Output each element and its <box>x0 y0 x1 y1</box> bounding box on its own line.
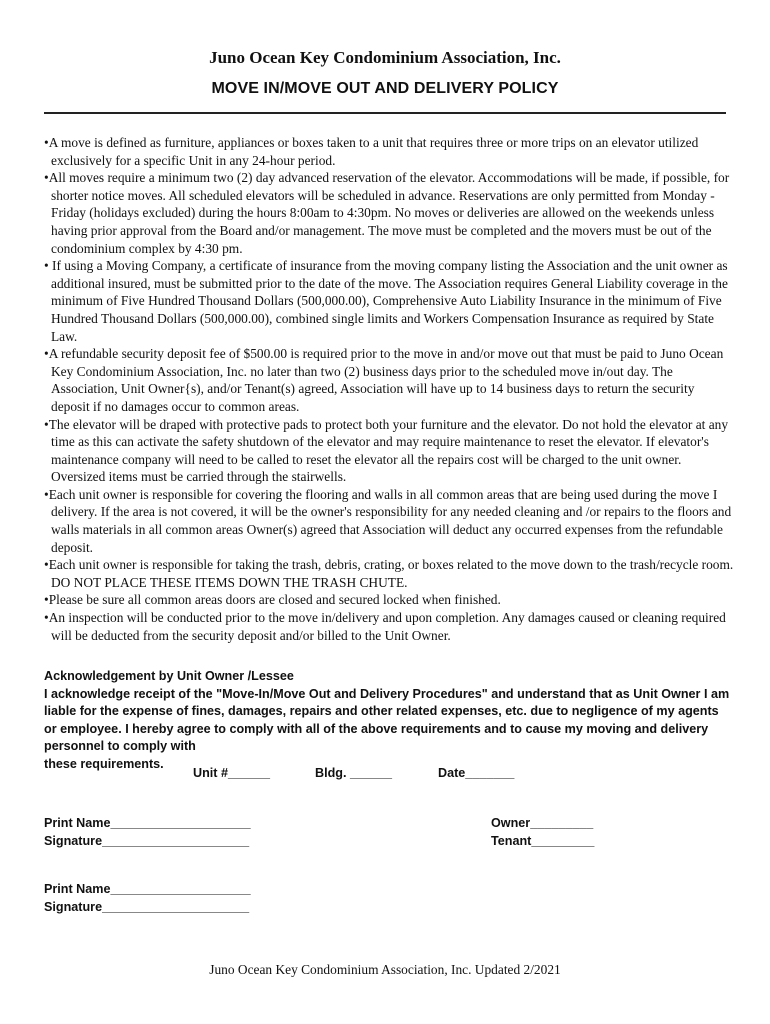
policy-bullet-list <box>44 134 734 644</box>
policy-bullet-security-deposit: •A refundable security deposit fee of $500.00 is required prior to the move in and/or move out that must be paid to Juno Ocean Key Condominium Association, Inc. no later than two (2) business days prior to the scheduled move in/out day. The Association, Unit Owner{s), and/or Tenant(s) agreed, Association will have up to 14 business days to return the security deposit if no damages occur to common areas. <box>44 346 724 414</box>
acknowledgement-text: I acknowledge receipt of the "Move-In/Move Out and Delivery Procedures" and understand that as Unit Owner I am liable for the expense of fines, damages, repairs and other related expenses, etc. due to negligence of my agents or employee. I hereby agree to comply with all of the above requirements and to cause my moving and delivery personnel to comply with <box>44 686 730 754</box>
tenant-field[interactable]: Tenant_________ <box>491 833 595 848</box>
policy-bullet-doors: •Please be sure all common areas doors are closed and secured locked when finished. <box>44 592 501 608</box>
print-name-field-1[interactable]: Print Name____________________ <box>44 816 251 830</box>
role-block <box>491 815 594 850</box>
signature-block-1 <box>44 815 251 850</box>
title-divider <box>44 112 726 114</box>
unit-fields-row <box>0 766 770 786</box>
policy-bullet-inspection: •An inspection will be conducted prior to the move in/delivery and upon completion. Any damages caused or cleaning required will be deducted from the security deposit and/or billed to the Unit Owner. <box>44 610 726 643</box>
owner-field[interactable]: Owner_________ <box>491 816 594 830</box>
acknowledgement-section <box>44 668 734 774</box>
policy-bullet-move-definition: •A move is defined as furniture, appliances or boxes taken to a unit that requires three or more trips on an elevator utilized exclusively for a specific Unit in any 24-hour period. <box>44 135 699 168</box>
date-field[interactable]: Date_______ <box>438 766 515 780</box>
acknowledgement-text-end: these requirements. <box>44 756 164 771</box>
policy-bullet-elevator-pads: •The elevator will be draped with protective pads to protect both your furniture and the elevator. Do not hold the elevator at any time as this can activate the safety shutdown of the elevator and may require maintenance to reset the elevator. If elevator's maintenance company will need to be called to reset the elevator all the repairs cost will be charged to the unit owner. Oversized items must be carried through the stairwells. <box>44 416 729 485</box>
signature-field-1[interactable]: Signature_____________________ <box>44 833 250 848</box>
signature-block-2 <box>44 881 251 916</box>
acknowledgement-heading: Acknowledgement by Unit Owner /Lessee <box>44 669 294 683</box>
building-field[interactable]: Bldg. ______ <box>315 766 393 780</box>
page-footer: Juno Ocean Key Condominium Association, Inc. Updated 2/2021 <box>209 962 561 977</box>
unit-number-field[interactable]: Unit #______ <box>193 766 271 780</box>
policy-bullet-floor-covering: •Each unit owner is responsible for covering the flooring and walls in all common areas that are being used during the move I delivery. If the area is not covered, it will be the owner's responsibility for any needed cleaning and /or repairs to the floors and walls materials in all common areas Owner(s) agreed that Association will deduct any occurred expenses from the refundable deposit. <box>44 486 732 555</box>
organization-title: Juno Ocean Key Condominium Association, Inc. <box>209 48 561 67</box>
policy-title: MOVE IN/MOVE OUT AND DELIVERY POLICY <box>211 80 559 97</box>
policy-bullet-insurance: • If using a Moving Company, a certificate of insurance from the moving company listing the Association and the unit owner as additional insured, must be submitted prior to the date of the move. The Association requires General Liability coverage in the minimum of Five Hundred Thousand Dollars (500,000.00), Comprehensive Auto Liability Insurance in the minimum of Five Hundred Thousand Dollars (500,000.00), combined single limits and Workers Compensation Insurance as required by State Law. <box>44 258 728 344</box>
policy-bullet-trash: •Each unit owner is responsible for taking the trash, debris, crating, or boxes related to the move down to the trash/recycle room. DO NOT PLACE THESE ITEMS DOWN THE TRASH CHUTE. <box>44 557 734 590</box>
signature-field-2[interactable]: Signature_____________________ <box>44 899 250 914</box>
print-name-field-2[interactable]: Print Name____________________ <box>44 882 251 896</box>
policy-bullet-reservation: •All moves require a minimum two (2) day advanced reservation of the elevator. Accommodations will be made, if possible, for shorter notice moves. All scheduled elevators will be scheduled in advance. Reservations are only permitted from Monday -Friday (holidays excluded) during the hours 8:00am to 4:30pm. No moves or deliveries are allowed on the weekends unless having prior approval from the Board and/or management. The move must be completed and the movers must be out of the condominium complex by 4:30 pm. <box>44 170 730 256</box>
